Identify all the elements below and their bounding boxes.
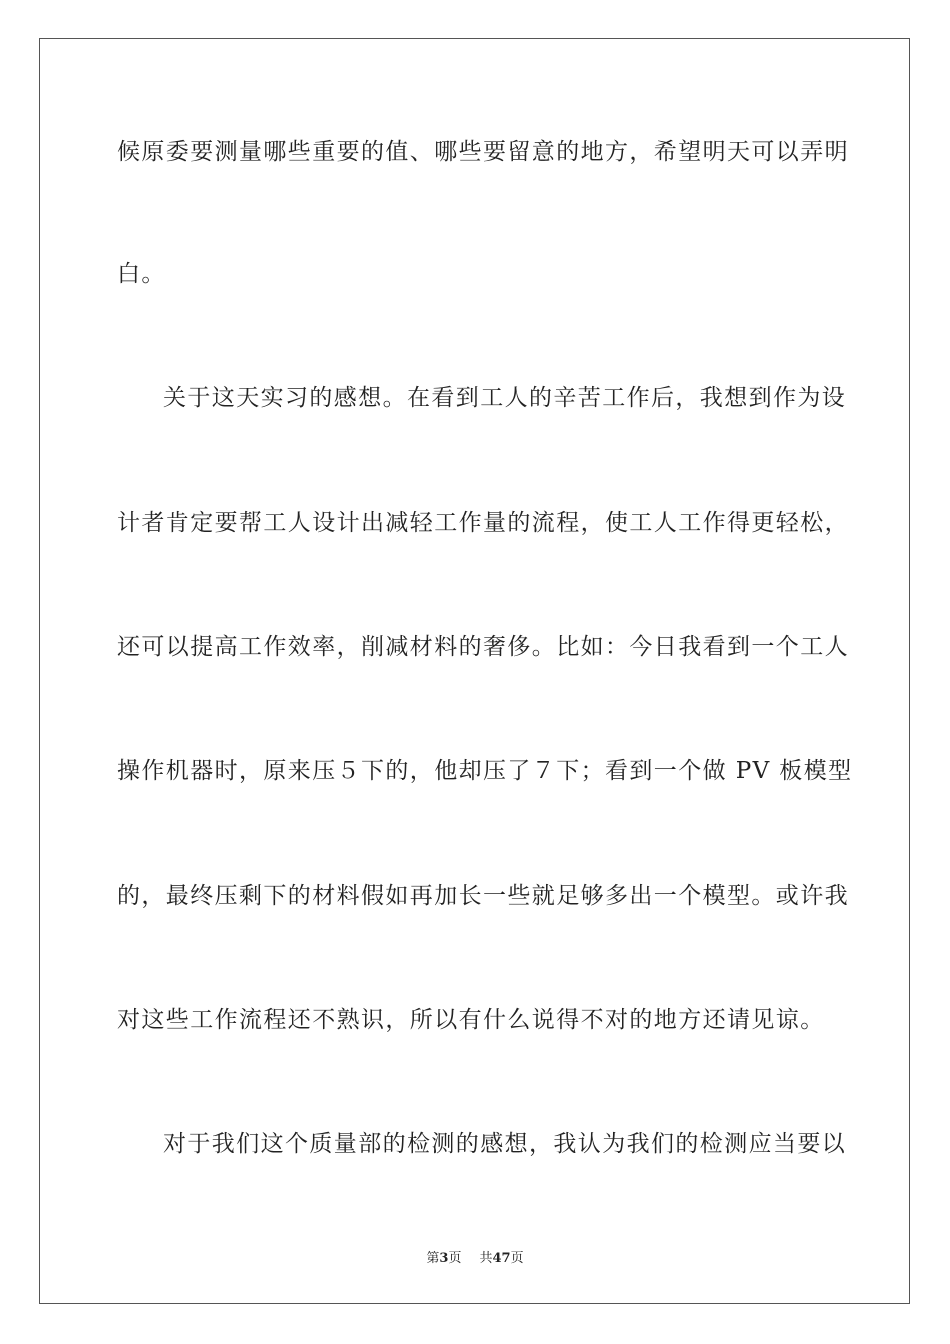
body-line-5: 还可以提高工作效率，削减材料的奢侈。比如：今日我看到一个工人 (117, 634, 849, 660)
body-line-7: 的，最终压剩下的材料假如再加长一些就足够多出一个模型。或许我 (117, 883, 849, 909)
page-suffix: 页 (448, 1251, 462, 1266)
total-pages: 47 (492, 1251, 511, 1266)
total-prefix: 共 (479, 1251, 493, 1266)
body-line-4: 计者肯定要帮工人设计出减轻工作量的流程，使工人工作得更轻松， (117, 510, 849, 536)
body-line-8: 对这些工作流程还不熟识，所以有什么说得不对的地方还请见谅。 (117, 1007, 825, 1033)
page-border (39, 38, 910, 1304)
page-footer (0, 1247, 950, 1266)
paragraph-start-line: 关于这天实习的感想。在看到工人的辛苦工作后，我想到作为设 (163, 385, 847, 411)
total-suffix: 页 (510, 1251, 524, 1266)
body-line-6: 操作机器时，原来压５下的，他却压了７下；看到一个做 PV 板模型 (117, 758, 853, 784)
body-line-1: 候原委要测量哪些重要的值、哪些要留意的地方，希望明天可以弄明 (117, 139, 849, 165)
paragraph-start-line: 对于我们这个质量部的检测的感想，我认为我们的检测应当要以 (163, 1131, 847, 1157)
page-number: 3 (439, 1251, 449, 1266)
body-line-2: 白。 (117, 261, 166, 287)
page-prefix: 第 (426, 1251, 440, 1266)
